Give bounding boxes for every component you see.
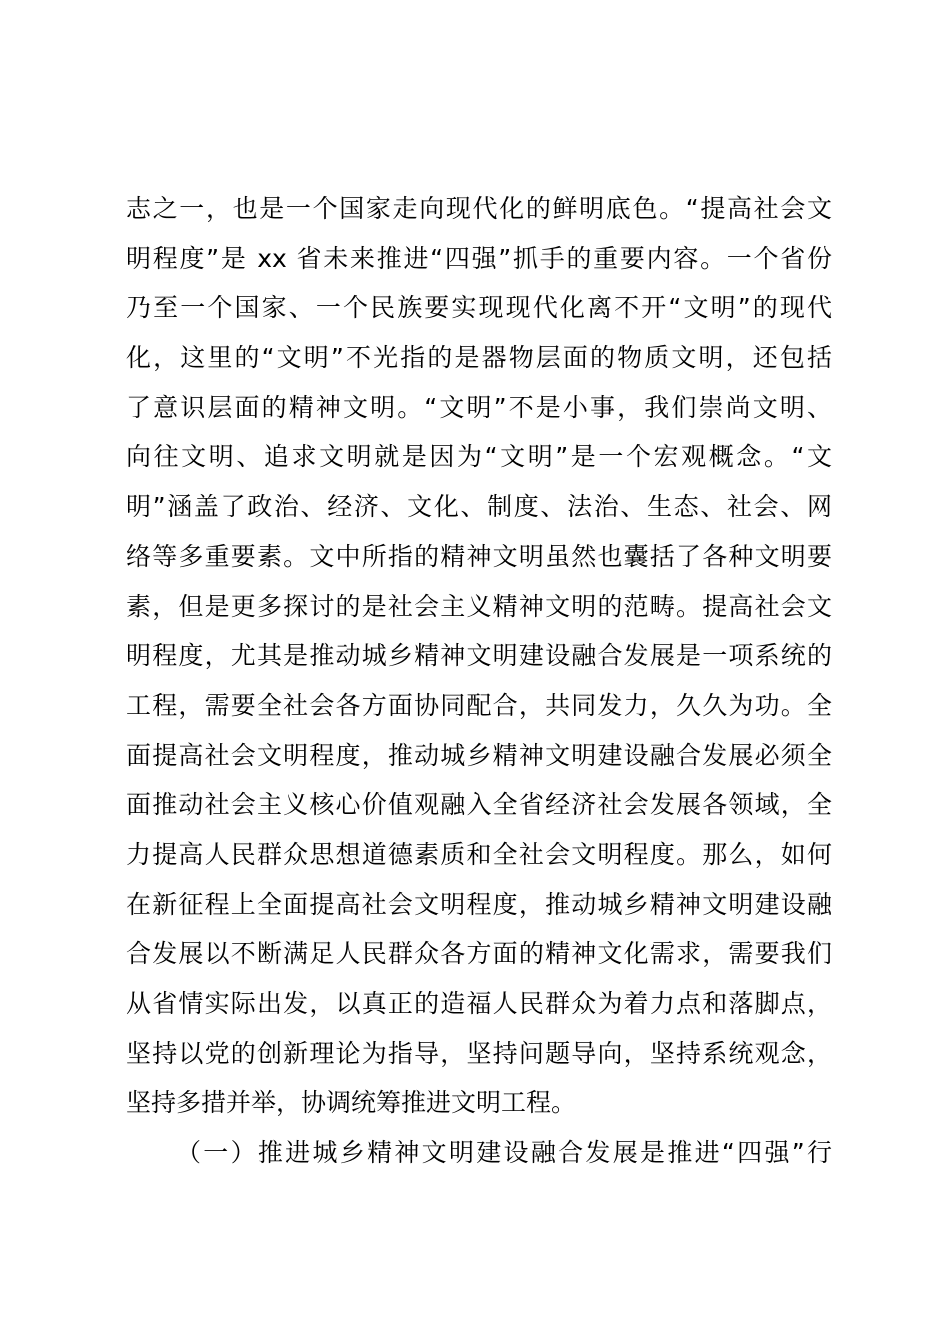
body-text — [126, 184, 832, 1178]
section-heading-line: （一）推进城乡精神文明建设融合发展是推进“四强”行 — [176, 1138, 832, 1168]
text-line: 化，这里的“文明”不光指的是器物层面的物质文明，还包括 — [126, 343, 832, 373]
text-line: 坚持多措并举，协调统筹推进文明工程。 — [126, 1088, 577, 1118]
text-line: 工程，需要全社会各方面协同配合，共同发力，久久为功。全 — [126, 690, 832, 720]
text-line: 面提高社会文明程度，推动城乡精神文明建设融合发展必须全 — [126, 740, 832, 770]
text-line: 络等多重要素。文中所指的精神文明虽然也囊括了各种文明要 — [126, 541, 832, 571]
text-line: 合发展以不断满足人民群众各方面的精神文化需求，需要我们 — [126, 939, 832, 969]
text-line: 乃至一个国家、一个民族要实现现代化离不开“文明”的现代 — [126, 293, 832, 323]
text-line: 明程度”是 xx 省未来推进“四强”抓手的重要内容。一个省份 — [126, 243, 832, 273]
text-line: 明程度，尤其是推动城乡精神文明建设融合发展是一项系统的 — [126, 641, 832, 671]
text-line: 坚持以党的创新理论为指导，坚持问题导向，坚持系统观念， — [126, 1038, 832, 1068]
text-line: 力提高人民群众思想道德素质和全社会文明程度。那么，如何 — [126, 839, 832, 869]
text-line: 从省情实际出发，以真正的造福人民群众为着力点和落脚点， — [126, 989, 832, 1018]
text-line: 志之一，也是一个国家走向现代化的鲜明底色。“提高社会文 — [126, 194, 832, 223]
text-line: 向往文明、追求文明就是因为“文明”是一个宏观概念。“文 — [126, 442, 832, 472]
text-line: 了意识层面的精神文明。“文明”不是小事，我们崇尚文明、 — [126, 392, 832, 422]
text-line: 在新征程上全面提高社会文明程度，推动城乡精神文明建设融 — [126, 889, 832, 919]
text-line: 明”涵盖了政治、经济、文化、制度、法治、生态、社会、网 — [126, 492, 832, 522]
text-line: 面推动社会主义核心价值观融入全省经济社会发展各领域，全 — [126, 790, 832, 820]
text-line: 素，但是更多探讨的是社会主义精神文明的范畴。提高社会文 — [126, 591, 832, 621]
